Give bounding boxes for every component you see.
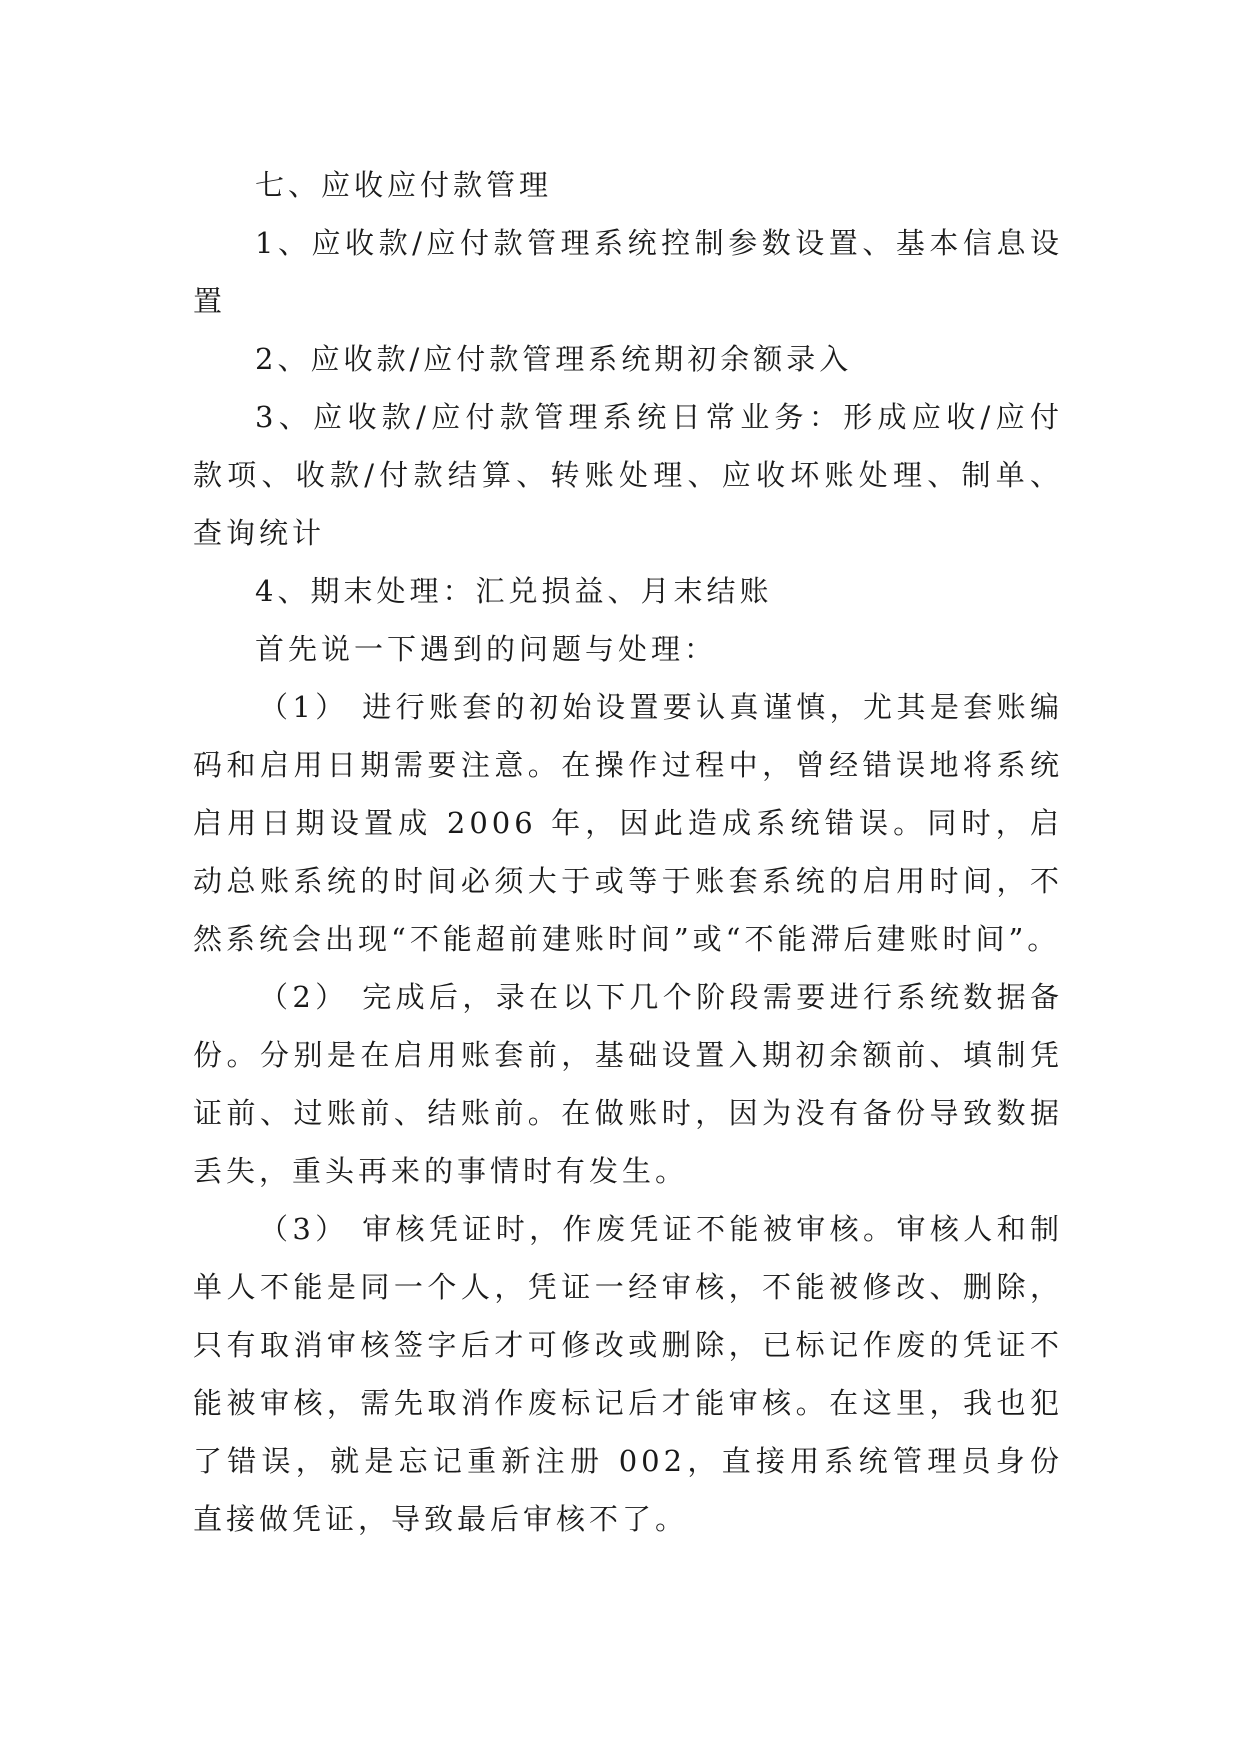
list-item: 4、期末处理：汇兑损益、月末结账: [255, 574, 773, 608]
list-item: 2、应收款/应付款管理系统期初余额录入: [255, 342, 853, 376]
problem-paragraph: （2） 完成后，录在以下几个阶段需要进行系统数据备份。分别是在启用账套前，基础设置入期初余额前、填制凭证前、过账前、结账前。在做账时，因为没有备份导致数据丢失，重头再来的事情时有发生。: [193, 980, 1063, 1188]
list-item: 1、应收款/应付款管理系统控制参数设置、基本信息设置: [193, 226, 1063, 318]
document-body: [193, 156, 1063, 1548]
problem-paragraph: （3） 审核凭证时，作废凭证不能被审核。审核人和制单人不能是同一个人，凭证一经审核，不能被修改、删除，只有取消审核签字后才可修改或删除，已标记作废的凭证不能被审核，需先取消作废标记后才能审核。在这里，我也犯了错误，就是忘记重新注册 002，直接用系统管理员身份直接做凭证，导致最后审核不了。: [193, 1212, 1063, 1536]
intro-paragraph: 首先说一下遇到的问题与处理：: [255, 632, 718, 666]
section-title: 七、应收应付款管理: [255, 168, 553, 202]
problem-paragraph: （1） 进行账套的初始设置要认真谨慎，尤其是套账编码和启用日期需要注意。在操作过程中，曾经错误地将系统启用日期设置成 2006 年，因此造成系统错误。同时，启动总账系统的时间必须大于或等于账套系统的启用时间，不然系统会出现“不能超前建账时间”或“不能滞后建账时间”。: [193, 690, 1063, 956]
list-item: 3、应收款/应付款管理系统日常业务：形成应收/应付款项、收款/付款结算、转账处理、应收坏账处理、制单、查询统计: [193, 400, 1063, 550]
